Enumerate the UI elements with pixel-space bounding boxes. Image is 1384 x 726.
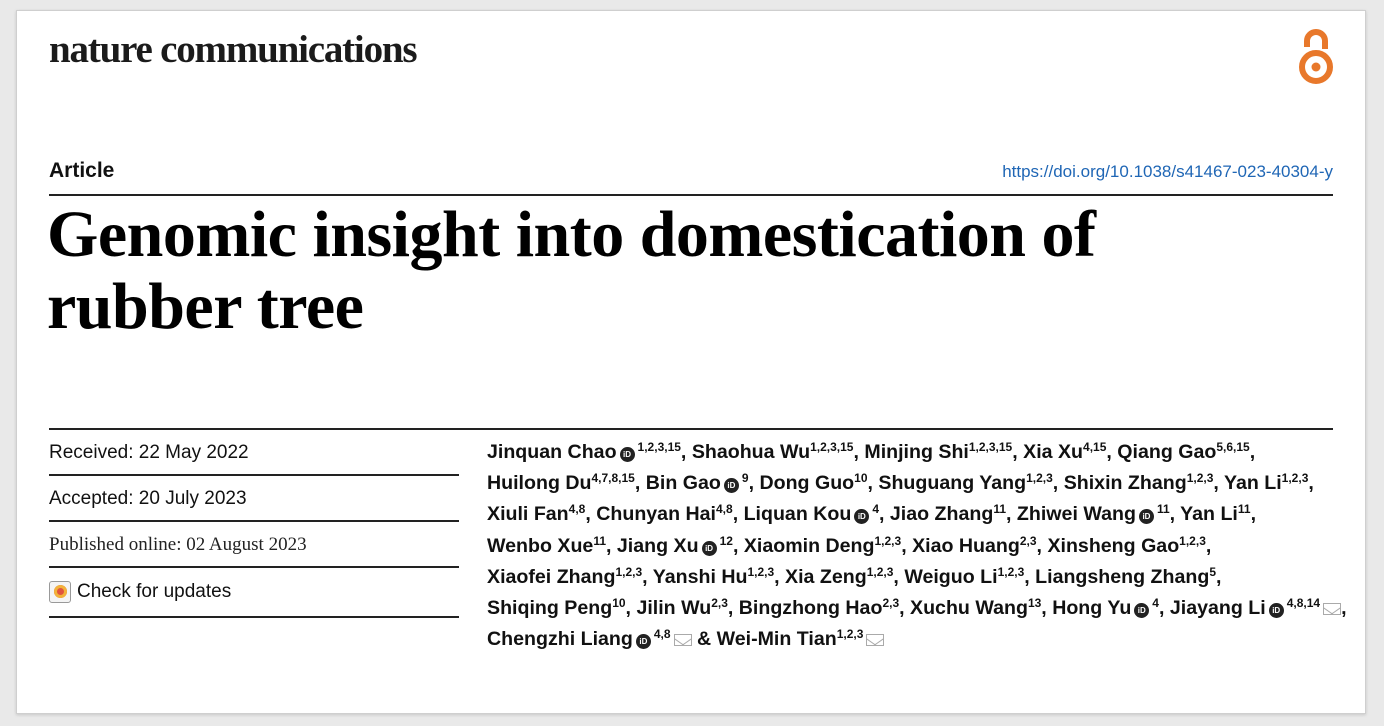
affiliation-superscript: 4 [872,502,880,517]
author-name[interactable]: Yan Li [1223,472,1282,495]
author-separator: , [680,441,692,463]
author-list [487,437,1357,655]
author-separator: , [585,503,597,526]
author-entry [904,566,1024,588]
affiliation-superscript: 1,2,3 [1026,471,1053,486]
author-name[interactable]: Shiqing Peng [487,597,613,620]
author-name[interactable]: Chengzhi Liang [487,628,633,651]
author-entry [1180,503,1250,525]
author-entry [759,472,867,494]
author-name[interactable]: Huilong Du [487,472,592,495]
author-separator: , [748,472,760,495]
author-name[interactable]: Xiaomin Deng [743,534,875,557]
author-separator: & [691,628,717,651]
author-entry [1052,597,1159,619]
affiliation-superscript: 1,2,3,15 [637,440,681,454]
author-entry [653,566,774,588]
author-name[interactable]: Yanshi Hu [652,565,748,588]
author-separator: , [774,565,786,588]
orcid-icon[interactable]: iD [702,541,717,556]
author-separator: , [853,441,865,463]
affiliation-superscript: 2,3 [1019,533,1037,548]
author-name[interactable]: Hong Yu [1052,597,1132,620]
publication-dates [49,430,459,618]
author-separator: , [1006,503,1017,526]
affiliation-superscript: 10 [612,596,626,611]
affiliation-superscript: 1,2,3 [1281,471,1309,486]
affiliation-superscript: 9 [741,471,749,486]
affiliation-superscript: 1,2,3,15 [968,440,1013,454]
author-name[interactable]: Chunyan Hai [596,503,716,526]
orcid-icon[interactable]: iD [1139,509,1154,524]
author-separator: , [1052,472,1064,495]
author-name[interactable]: Wenbo Xue [487,534,594,557]
author-separator: , [625,597,637,620]
author-name[interactable]: Minjing Shi [864,441,969,463]
author-separator: , [1249,441,1256,463]
author-name[interactable]: Yan Li [1180,503,1238,526]
author-entry [1224,472,1308,494]
author-name[interactable]: Xuchu Wang [910,597,1028,620]
author-separator: , [634,472,646,495]
orcid-icon[interactable]: iD [1269,603,1284,618]
affiliation-superscript: 4,8 [568,502,586,517]
author-entry [1017,503,1170,525]
author-name[interactable]: Bingzhong Hao [738,597,883,620]
author-name[interactable]: Bin Gao [645,472,721,495]
affiliation-superscript: 1,2,3 [874,533,902,548]
journal-name: nature communications [49,28,417,71]
author-name[interactable]: Wei-Min Tian [716,628,837,651]
author-name[interactable]: Liangsheng Zhang [1035,565,1210,588]
author-entry [596,503,732,525]
author-name[interactable]: Zhiwei Wang [1016,503,1136,526]
author-name[interactable]: Shixin Zhang [1063,472,1187,495]
author-name[interactable]: Xiuli Fan [487,503,569,526]
author-name[interactable]: Jiayang Li [1169,597,1266,620]
author-separator: , [642,565,653,588]
check-for-updates-button[interactable] [49,568,459,618]
affiliation-superscript: 1,2,3 [866,564,894,579]
author-name[interactable]: Jilin Wu [636,597,712,620]
affiliation-superscript: 4,8 [716,502,733,517]
affiliation-superscript: 10 [854,471,868,486]
affiliation-superscript: 1,2,3 [747,564,775,579]
author-separator: , [1341,597,1347,620]
affiliation-superscript: 11 [1156,502,1170,517]
email-icon[interactable] [674,634,692,646]
author-entry [744,535,901,557]
orcid-icon[interactable]: iD [854,509,869,524]
author-entry [1035,566,1216,588]
author-entry [890,503,1006,525]
author-separator: , [1308,472,1314,495]
author-entry [636,597,727,619]
author-entry [739,597,899,619]
author-name[interactable]: Shaohua Wu [691,441,811,463]
affiliation-superscript: 4,15 [1083,440,1107,454]
author-name[interactable]: Dong Guo [759,472,855,495]
author-entry [692,441,854,463]
author-entry [910,597,1041,619]
affiliation-superscript: 5,6,15 [1216,440,1250,454]
author-separator: , [1205,534,1212,557]
affiliation-superscript: 11 [1237,502,1251,517]
received-date: Received: 22 May 2022 [49,430,459,476]
author-name[interactable]: Xia Zeng [785,565,867,588]
author-entry [487,472,635,494]
author-name[interactable]: Liquan Kou [743,503,852,526]
author-entry [1023,441,1106,463]
author-entry [864,441,1012,463]
author-name[interactable]: Jinquan Chao [487,441,617,463]
article-title-line-1: Genomic insight into domestication of [47,198,1096,271]
author-entry [1047,535,1205,557]
author-entry [878,472,1052,494]
author-entry [785,566,893,588]
affiliation-superscript: 1,2,3 [1186,471,1214,486]
author-separator: , [1106,441,1118,463]
author-name[interactable]: Jiang Xu [616,534,699,557]
author-separator: , [727,597,739,620]
author-separator: , [1012,441,1024,463]
author-separator: , [901,534,913,557]
author-entry [487,597,626,619]
author-name[interactable]: Jiao Zhang [889,503,994,526]
email-icon[interactable] [1323,603,1341,615]
author-entry [487,628,692,650]
author-separator: , [732,503,744,526]
orcid-icon[interactable]: iD [636,634,651,649]
author-separator: , [1041,597,1053,620]
author-separator: , [1169,503,1181,526]
author-separator: , [899,597,911,620]
author-entry [487,441,681,463]
author-separator: , [1036,534,1048,557]
author-separator: , [879,503,890,526]
author-name[interactable]: Xia Xu [1023,441,1084,463]
published-date: Published online: 02 August 2023 [49,522,459,568]
author-entry [487,503,585,525]
author-entry [744,503,879,525]
check-updates-label: Check for updates [77,581,232,602]
affiliation-superscript: 1,2,3 [836,627,864,642]
author-separator: , [606,534,617,557]
author-name[interactable]: Qiang Gao [1117,441,1217,463]
author-entry [617,535,733,557]
author-separator: , [1213,472,1224,495]
affiliation-superscript: 1,2,3,15 [810,440,854,454]
accepted-date: Accepted: 20 July 2023 [49,476,459,522]
article-title-line-2: rubber tree [47,270,364,343]
orcid-icon[interactable]: iD [620,447,635,462]
article-title [47,199,1327,343]
affiliation-superscript: 11 [993,502,1007,517]
author-entry [1064,472,1214,494]
author-name[interactable]: Xinsheng Gao [1047,534,1180,557]
author-name[interactable]: Xiaofei Zhang [487,565,616,588]
author-separator: , [1024,565,1036,588]
author-entry [717,628,885,650]
author-separator: , [1216,565,1222,588]
check-updates-icon [49,581,71,603]
author-separator: , [1158,597,1170,620]
affiliation-superscript: 1,2,3 [1179,533,1206,548]
affiliation-superscript: 5 [1209,564,1217,579]
open-access-icon [1293,25,1339,87]
email-icon[interactable] [866,634,884,646]
article-type-label: Article [49,159,115,182]
author-separator: , [893,565,905,588]
author-entry [646,472,749,494]
header-divider [49,194,1333,196]
affiliation-superscript: 13 [1027,596,1042,611]
article-page [16,10,1366,714]
author-entry [1117,441,1249,463]
author-name[interactable]: Weiguo Li [904,565,998,588]
orcid-icon[interactable]: iD [1134,603,1149,618]
author-entry [487,566,642,588]
affiliation-superscript: 12 [719,533,733,548]
affiliation-superscript: 4,7,8,15 [591,471,635,486]
affiliation-superscript: 1,2,3 [615,564,643,579]
affiliation-superscript: 2,3 [711,596,728,611]
author-entry [487,535,606,557]
author-separator: , [867,472,879,495]
affiliation-superscript: 2,3 [882,596,900,611]
author-entry [912,535,1036,557]
affiliation-superscript: 4 [1152,596,1159,611]
affiliation-superscript: 1,2,3 [997,564,1025,579]
affiliation-superscript: 4,8,14 [1286,596,1321,611]
author-entry [1170,597,1341,619]
affiliation-superscript: 11 [593,533,607,548]
author-name[interactable]: Shuguang Yang [878,472,1027,495]
author-name[interactable]: Xiao Huang [912,534,1020,557]
orcid-icon[interactable]: iD [724,478,739,493]
author-separator: , [1250,503,1257,526]
doi-link[interactable]: https://doi.org/10.1038/s41467-023-40304-y [1002,162,1333,181]
affiliation-superscript: 4,8 [653,627,671,642]
author-separator: , [732,534,744,557]
